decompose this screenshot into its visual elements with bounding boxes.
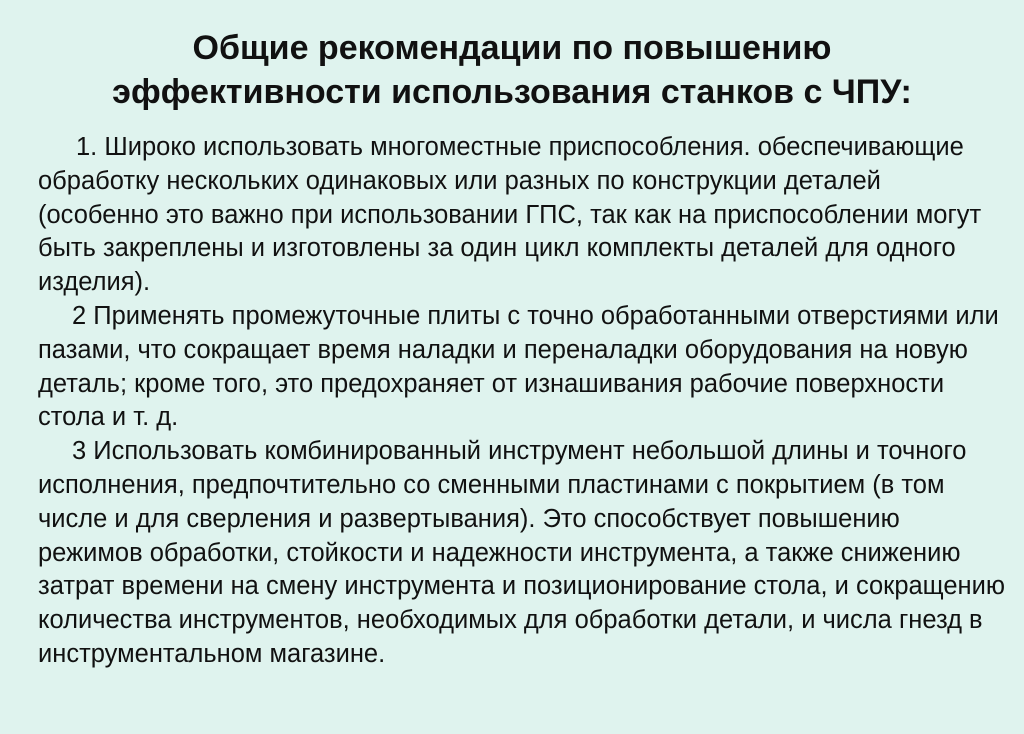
recommendation-1: 1. Широко использовать многоместные приспособления. обеспечивающие обработку нескольких одинаковых или разных по конструкции деталей (особенно это важно при использовании ГПС, так как на приспособлении могут быть закреплены и изготовлены за один цикл комплекты деталей для одного изделия). (38, 133, 982, 297)
recommendations-list (38, 131, 1008, 672)
slide-title-line-2: эффективности использования станков с ЧПУ: (112, 73, 912, 111)
slide-title (0, 26, 1024, 114)
recommendation-2: 2 Применять промежуточные плиты с точно обработанными отверстиями или пазами, что сокращает время наладки и переналадки оборудования на новую деталь; кроме того, это предохраняет от изнашивания рабочие поверхности стола и т. д. (38, 301, 999, 432)
slide-title-line-1: Общие рекомендации по повышению (192, 29, 832, 67)
recommendation-3: 3 Использовать комбинированный инструмент небольшой длины и точного исполнения, предпочтительно со сменными пластинами с покрытием (в том числе и для сверления и развертывания). Это способствует повышению режимов обработки, стойкости и надежности инструмента, а также снижению затрат времени на смену инструмента и позиционирование стола, и сокращению количества инструментов, необходимых для обработки детали, и числа гнезд в инструментальном магазине. (38, 437, 1006, 668)
